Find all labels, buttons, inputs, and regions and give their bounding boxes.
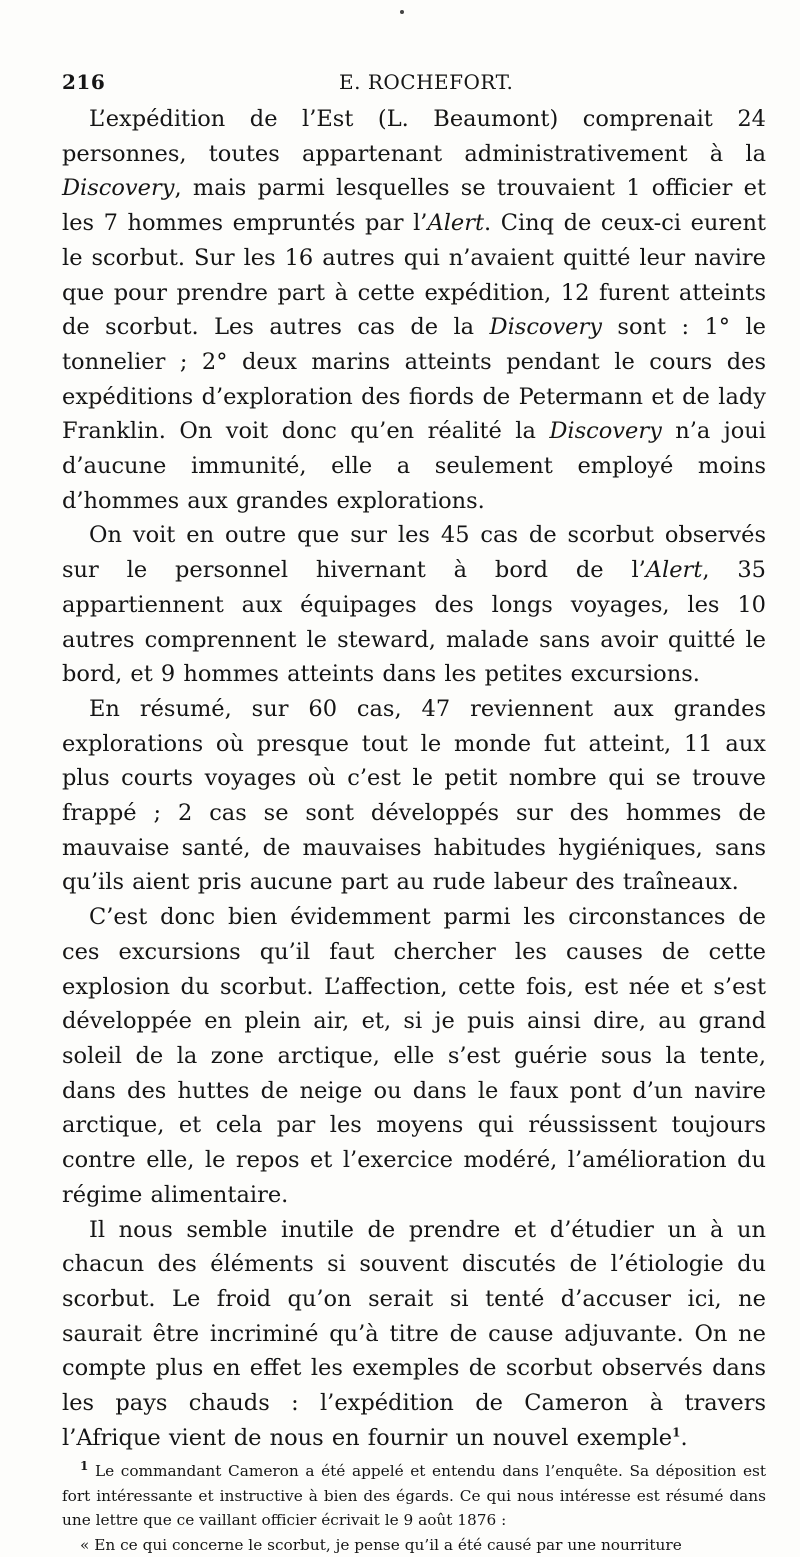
italic-ship-name: Alert [427,210,485,237]
text-run: Le commandant Cameron a été appelé et entendu dans l’enquête. Sa déposition est fort intéressante et instructive à bien des égards. Ce qui nous intéresse est résumé dans une lettre que ce vaillant officier écrivait le 9 août 1876 : [62,1462,766,1530]
footnotes [62,1459,766,1557]
footnote [62,1459,766,1533]
text-run: L’expédition de l’Est (L. Beaumont) comprenait 24 personnes, toutes appartenant administrativement à la [62,106,766,167]
italic-ship-name: Alert [645,557,703,584]
footnote-marker: 1 [80,1459,89,1474]
text-run: , 35 appartiennent aux équipages des longs voyages, les 10 autres comprennent le steward, malade sans avoir quitté le bord, et 9 hommes atteints dans les petites excursions. [62,557,766,688]
book-page [62,62,766,1557]
text-run: n’a joui d’aucune immunité, elle a seulement employé moins d’hommes aux grandes explorations. [62,418,766,514]
printer-dot [400,10,404,14]
text-run: , mais parmi lesquelles se trouvaient 1 officier et les 7 hommes empruntés par l’ [62,175,766,237]
footnote [62,1533,766,1557]
body-text [62,102,766,1455]
italic-ship-name: Discovery [549,418,662,445]
paragraph [62,900,766,1212]
text-run: . [680,1424,688,1451]
running-header [62,62,766,102]
text-run: C’est donc bien évidemment parmi les circonstances de ces excursions qu’il faut chercher les causes de cette explosion du scorbut. L’affection, cette fois, est née et s’est développée en plein air, et, si je puis ainsi dire, au grand soleil de la zone arctique, elle s’est guérie sous la tente, dans des huttes de neige ou dans le faux pont d’un navire arctique, et cela par les moyens qui réussissent toujours contre elle, le repos et l’exercice modéré, l’amélioration du régime alimentaire. [62,904,766,1208]
running-title: E. ROCHEFORT. [339,70,514,94]
text-run: « En ce qui concerne le scorbut, je pense qu’il a été causé par une nourriture [80,1535,682,1554]
paragraph [62,1213,766,1456]
paragraph [62,692,766,900]
text-run: On voit en outre que sur les 45 cas de scorbut observés sur le personnel hivernant à bord de l’ [62,522,766,584]
footnote-marker: 1 [672,1425,681,1440]
paragraph [62,102,766,518]
italic-ship-name: Discovery [489,314,602,341]
text-run: En résumé, sur 60 cas, 47 reviennent aux grandes explorations où presque tout le monde fut atteint, 11 aux plus courts voyages où c’est le petit nombre qui se trouve frappé ; 2 cas se sont développés sur des hommes de mauvaise santé, de mauvaises habitudes hygiéniques, sans qu’ils aient pris aucune part au rude labeur des traîneaux. [62,695,766,896]
page-number: 216 [62,70,106,94]
italic-ship-name: Discovery [62,175,175,202]
text-run: sont : 1° le tonnelier ; 2° deux marins atteints pendant le cours des expéditions d’exploration des fiords de Petermann et de lady Franklin. On voit donc qu’en réalité la [62,314,766,445]
text-run: Il nous semble inutile de prendre et d’étudier un à un chacun des éléments si souvent discutés de l’étiologie du scorbut. Le froid qu’on serait si tenté d’accuser ici, ne saurait être incriminé qu’à titre de cause adjuvante. On ne compte plus en effet les exemples de scorbut observés dans les pays chauds : l’expédition de Cameron à travers l’Afrique vient de nous en fournir un nouvel exemple [62,1216,766,1451]
paragraph [62,518,766,692]
text-run: . Cinq de ceux-ci eurent le scorbut. Sur les 16 autres qui n’avaient quitté leur navire que pour prendre part à cette expédition, 12 furent atteints de scorbut. Les autres cas de la [62,210,767,341]
